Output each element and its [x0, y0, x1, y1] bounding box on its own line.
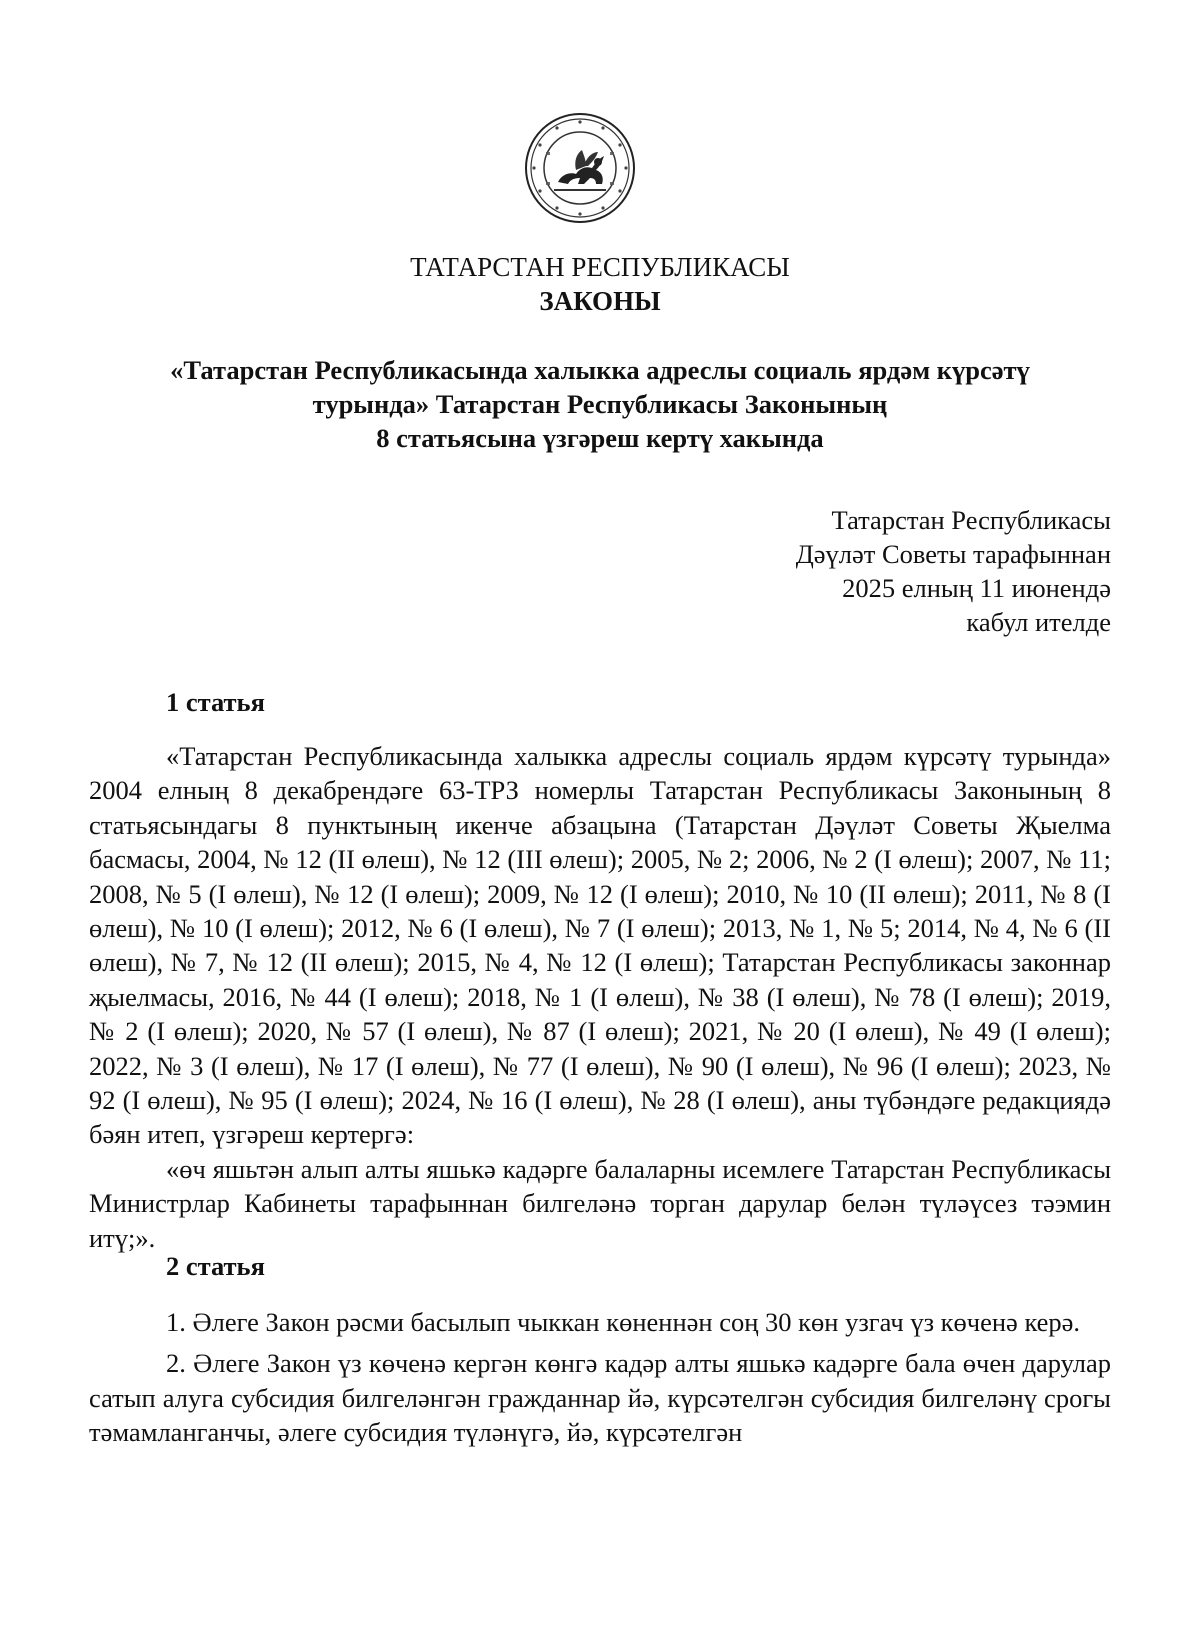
republic-heading: ТАТАРСТАН РЕСПУБЛИКАСЫ: [410, 252, 790, 282]
article-1-heading: 1 статья: [166, 687, 265, 717]
article-1-body: [89, 739, 1111, 1255]
adoption-line: Татарстан Республикасы: [831, 505, 1111, 535]
article-2-heading: 2 статья: [166, 1251, 265, 1281]
law-title: [110, 353, 1090, 455]
law-title-line: «Татарстан Республикасында халыкка адреслы социаль ярдәм күрсәтү: [170, 355, 1030, 385]
law-title-line: 8 статьясына үзгәреш кертү хакында: [376, 423, 824, 453]
adoption-line: 2025 елның 11 июнендә: [842, 573, 1111, 603]
law-heading: ЗАКОНЫ: [539, 286, 661, 316]
article-2-paragraph: 1. Әлеге Закон рәсми басылып чыккан көненнән соң 30 көн узгач үз көченә керә.: [166, 1307, 1081, 1337]
adoption-note: [796, 503, 1111, 639]
article-2-paragraph: 2. Әлеге Закон үз көченә кергән көнгә кадәр алты яшькә кадәрге бала өчен дарулар сатып алуга субсидия билгеләнгән гражданнар йә, күрсәтелгән субсидия билгеләнү срогы тәмамланганчы, әлеге субсидия түләнүгә, йә, күрсәтелгән: [89, 1348, 1111, 1448]
tatarstan-coat-of-arms-icon: [524, 112, 636, 224]
adoption-line: кабул ителде: [966, 607, 1111, 637]
article-1-paragraph: «Татарстан Республикасында халыкка адреслы социаль ярдәм күрсәтү турында» 2004 елның 8 декабрендәге 63-ТРЗ номерлы Татарстан Республикасы Законының 8 статьясындагы 8 пунктының икенче абзацына (Татарстан Дәүләт Советы Җыелма басмасы, 2004, № 12 (II өлеш), № 12 (III өлеш); 2005, № 2; 2006, № 2 (I өлеш); 2007, № 11; 2008, № 5 (I өлеш), № 12 (I өлеш); 2009, № 12 (I өлеш); 2010, № 10 (II өлеш); 2011, № 8 (I өлеш), № 10 (I өлеш); 2012, № 6 (I өлеш), № 7 (I өлеш); 2013, № 1, № 5; 2014, № 4, № 6 (II өлеш), № 7, № 12 (II өлеш); 2015, № 4, № 12 (I өлеш); Татарстан Республикасы законнар җыелмасы, 2016, № 44 (I өлеш); 2018, № 1 (I өлеш), № 38 (I өлеш), № 78 (I өлеш); 2019, № 2 (I өлеш); 2020, № 57 (I өлеш), № 87 (I өлеш); 2021, № 20 (I өлеш), № 49 (I өлеш); 2022, № 3 (I өлеш), № 17 (I өлеш), № 77 (I өлеш), № 90 (I өлеш), № 96 (I өлеш); 2023, № 92 (I өлеш), № 95 (I өлеш); 2024, № 16 (I өлеш), № 28 (I өлеш), аны түбәндәге редакциядә бәян итеп, үзгәреш кертергә:: [89, 741, 1111, 1150]
adoption-line: Дәүләт Советы тарафыннан: [795, 539, 1111, 569]
article-1-paragraph: «өч яшьтән алып алты яшькә кадәрге балаларны исемлеге Татарстан Республикасы Министрлар Кабинеты тарафыннан билгеләнә торган дарулар белән түләүсез тәэмин итү;».: [89, 1153, 1111, 1253]
law-title-line: турында» Татарстан Республикасы Законының: [312, 389, 888, 419]
article-2-body: [89, 1305, 1111, 1450]
